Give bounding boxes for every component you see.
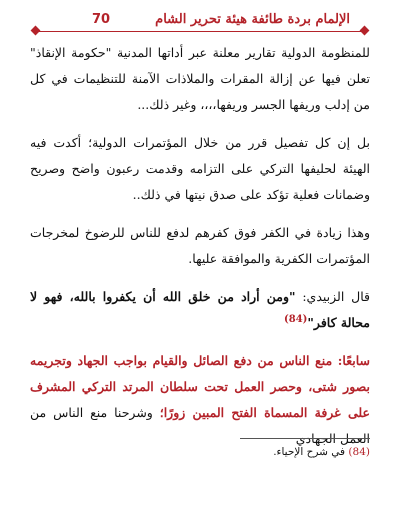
- paragraph-2: بل إن كل تفصيل قرر من خلال المؤتمرات الدولية؛ أكدت فيه الهيئة لحليفها التركي على التزامه وقدمت رعبون واضح وصريح وضمانات فعلية تؤكد على صدق نيتها في ذلك..: [30, 135, 370, 202]
- footnote-reference[interactable]: (84): [284, 313, 308, 325]
- footnote-separator: [240, 438, 370, 439]
- footnote-text: في شرح الإحياء.: [273, 446, 349, 458]
- footnote-number: (84): [348, 446, 370, 458]
- quote-text: "ومن أراد من خلق الله أن يكفروا بالله، فهو لا محالة كافر": [30, 289, 370, 330]
- paragraph-1: للمنظومة الدولية تقارير معلنة عبر أداتها المدنية "حكومة الإنقاذ" تعلن فيها عن إزالة المقرات والملاذات الآمنة للتنظيمات في كل من إدلب وريفها الجسر وريفها،،،، وغير ذلك...: [30, 45, 370, 112]
- diamond-ornament-icon: [360, 26, 370, 36]
- quote-attribution: قال الزبيدي:: [295, 289, 370, 304]
- page-number: 70: [92, 12, 111, 27]
- page-header: [30, 10, 370, 32]
- footnote: [30, 444, 370, 460]
- highlighted-heading-text: سابعًا: منع الناس من دفع الصائل والقيام بواجب الجهاد وتجريمه بصور شتى، وحصر العمل تحت سلطان المرتد التركي المشرف على غرفة المسماة الفتح المبين زورًا؛: [30, 353, 371, 420]
- paragraph-quote: [30, 284, 370, 336]
- paragraph-3: وهذا زيادة في الكفر فوق كفرهم لدفع للناس للرضوخ لمخرجات المؤتمرات الكفرية والموافقة عليها.: [30, 225, 370, 266]
- running-title: الإلمام بردة طائفة هيئة تحرير الشام: [155, 12, 350, 27]
- paragraph-continuation: وشرحنا منع الناس من العمل الجهادي: [30, 405, 370, 446]
- diamond-ornament-icon: [31, 26, 41, 36]
- paragraph-seventh: [30, 348, 370, 452]
- header-rule: [36, 31, 364, 32]
- body-text: [30, 40, 370, 464]
